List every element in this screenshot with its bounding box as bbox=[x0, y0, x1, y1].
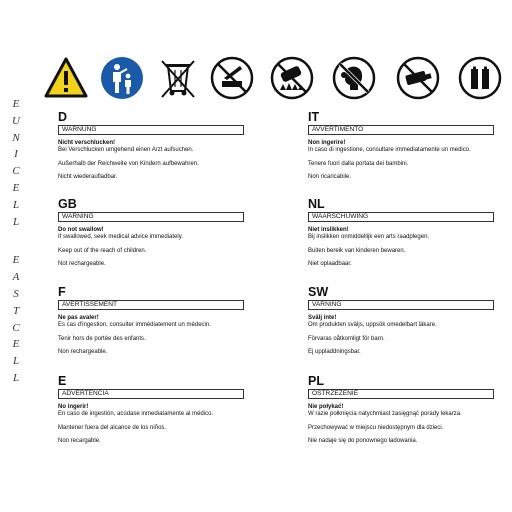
warning-header: AVERTISSEMENT bbox=[58, 300, 244, 310]
brand-letter: E bbox=[12, 181, 20, 194]
warning-line: W razie połknięcia natychmiast zasięgnąć porady lekarza. bbox=[308, 411, 462, 418]
warning-line: Nicht wiederaufladbar. bbox=[58, 174, 118, 181]
warning-section-pl bbox=[308, 374, 494, 446]
warning-section-sw bbox=[308, 285, 494, 357]
language-code: SW bbox=[308, 285, 329, 299]
language-code: IT bbox=[308, 110, 320, 124]
warning-section-fr bbox=[58, 285, 244, 357]
warning-header: AVVERTIMENTO bbox=[308, 125, 494, 135]
warning-line: Przechowywać w miejscu niedostępnym dla dzieci. bbox=[308, 424, 444, 431]
brand-letter: E bbox=[12, 254, 20, 267]
brand-letter: U bbox=[12, 114, 20, 127]
crossed-out-bin-icon bbox=[156, 56, 200, 100]
brand-letter: A bbox=[12, 271, 20, 284]
warning-title: Nie połykać! bbox=[308, 404, 344, 410]
warning-line: Tenir hors de portée des enfants. bbox=[58, 335, 146, 342]
batteries-icon bbox=[458, 56, 502, 100]
no-charging-icon bbox=[396, 56, 440, 100]
warning-line: Buiten bereik van kinderen bewaren. bbox=[308, 247, 406, 254]
warning-section-es bbox=[58, 374, 244, 446]
language-code: F bbox=[58, 285, 66, 299]
keep-away-from-children-icon bbox=[100, 56, 144, 100]
warning-line: Bei Verschlucken umgehend einen Arzt aufsuchen. bbox=[58, 147, 194, 154]
brand-letter: C bbox=[12, 321, 20, 334]
warning-line: If swallowed, seek medical advice immediately. bbox=[58, 234, 183, 241]
warning-line: Non recargable. bbox=[58, 438, 101, 445]
warning-line: Om produkten sväljs, uppsök omedelbart läkare. bbox=[308, 322, 437, 329]
warning-title: No ingerir! bbox=[58, 404, 89, 410]
warning-section-nl bbox=[308, 197, 494, 269]
warning-line: Bij inslikken onmiddellijk een arts raadplegen. bbox=[308, 234, 430, 241]
brand-letter: I bbox=[14, 148, 18, 161]
brand-letter: L bbox=[12, 198, 20, 211]
warning-title: Do not swallow! bbox=[58, 227, 104, 233]
warning-line: Ej uppladdningsbar. bbox=[308, 349, 361, 356]
brand-letter: E bbox=[12, 98, 20, 110]
brand-letter: L bbox=[12, 371, 20, 384]
warning-line: Non rechargeable. bbox=[58, 349, 108, 356]
warning-section-de bbox=[58, 110, 244, 182]
warning-triangle-icon bbox=[44, 56, 88, 100]
language-code: E bbox=[58, 374, 67, 388]
warning-line: Es cas d'ingestion, consulter immédiatement un médecin. bbox=[58, 322, 211, 329]
brand-letter: L bbox=[12, 215, 20, 228]
brand-letter: S bbox=[13, 287, 19, 300]
warning-header: WARNUNG bbox=[58, 125, 244, 135]
warning-line: Nie nadaje się do ponownego ładowania. bbox=[308, 438, 418, 445]
warning-header: VARNING bbox=[308, 300, 494, 310]
no-opening-icon bbox=[210, 56, 254, 100]
warning-line: Förvaras oåtkomligt för barn. bbox=[308, 335, 385, 342]
warning-line: Außerhalb der Reichweite von Kindern aufbewahren. bbox=[58, 160, 199, 167]
brand-letter: T bbox=[12, 304, 20, 317]
pictogram-row bbox=[0, 56, 512, 104]
language-code: D bbox=[58, 110, 68, 124]
no-fire-icon bbox=[270, 56, 314, 100]
brand-letter: N bbox=[12, 131, 20, 144]
warning-header: WAARSCHUWING bbox=[308, 212, 494, 222]
language-code: PL bbox=[308, 374, 324, 388]
brand-letter: C bbox=[12, 165, 20, 178]
warning-line: Keep out of the reach of children. bbox=[58, 247, 147, 254]
language-code: GB bbox=[58, 197, 77, 211]
warning-line: Tenere fuori dalla portata dei bambini. bbox=[308, 160, 409, 167]
warning-title: Nicht verschlucken! bbox=[58, 140, 116, 146]
warning-title: Svälj inte! bbox=[308, 315, 337, 321]
warning-title: Niet inslikken! bbox=[308, 227, 349, 233]
brand-vertical-text bbox=[9, 96, 23, 387]
warning-title: Ne pas avaler! bbox=[58, 315, 99, 321]
warning-line: En caso de ingestión, acúdase inmediatamente al médico. bbox=[58, 411, 214, 418]
brand-letter: L bbox=[12, 355, 20, 368]
warning-line: Not rechargeable. bbox=[58, 261, 106, 268]
language-code: NL bbox=[308, 197, 325, 211]
no-swallow-icon bbox=[332, 56, 376, 100]
warning-section-gb bbox=[58, 197, 244, 269]
warning-line: In caso di ingestione, consultare immediatamente un medico. bbox=[308, 147, 471, 154]
warning-section-it bbox=[308, 110, 494, 182]
warning-line: Mantener fuera del alcance de los niños. bbox=[58, 424, 167, 431]
warning-header: ADVERTENCIA bbox=[58, 389, 244, 399]
brand-letter: E bbox=[12, 338, 20, 351]
warning-header: WARNING bbox=[58, 212, 244, 222]
warning-header: OSTRZEŻENIE bbox=[308, 389, 494, 399]
warning-title: Non ingerire! bbox=[308, 140, 346, 146]
warning-line: Non ricaricabile. bbox=[308, 174, 352, 181]
warning-line: Niet oplaadbaar. bbox=[308, 261, 352, 268]
